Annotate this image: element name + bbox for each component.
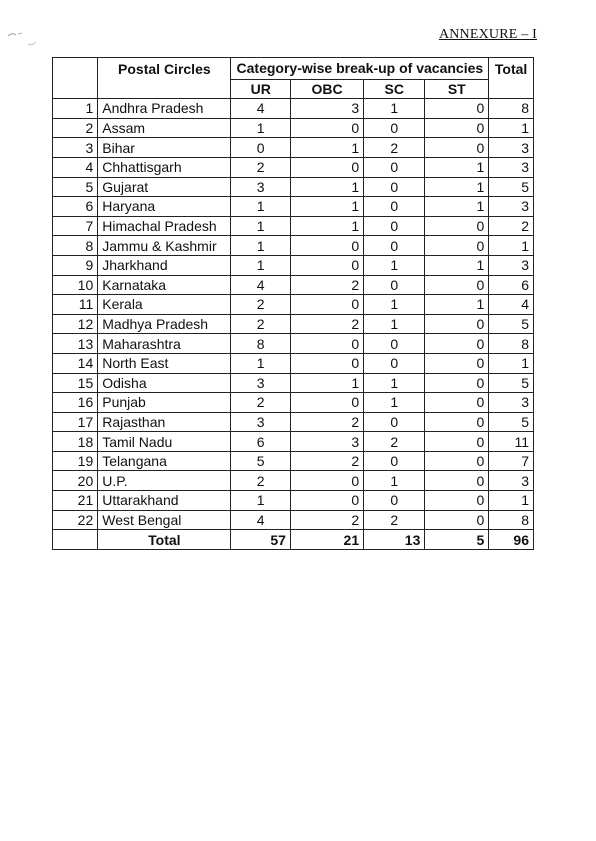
cell-obc: 3 xyxy=(290,432,363,452)
cell-st: 0 xyxy=(425,353,489,373)
cell-st: 1 xyxy=(425,157,489,177)
cell-serial-number: 18 xyxy=(53,432,98,452)
cell-sc: 2 xyxy=(364,510,425,530)
cell-sc: 1 xyxy=(364,471,425,491)
cell-total: 3 xyxy=(489,393,534,413)
header-ur: UR xyxy=(231,79,290,99)
cell-total: 6 xyxy=(489,275,534,295)
cell-sc: 0 xyxy=(364,334,425,354)
table-row xyxy=(53,334,534,354)
cell-sc: 0 xyxy=(364,353,425,373)
cell-sc: 0 xyxy=(364,412,425,432)
cell-obc: 0 xyxy=(290,393,363,413)
cell-total: 11 xyxy=(489,432,534,452)
cell-postal-circle: Himachal Pradesh xyxy=(98,216,231,236)
cell-total: 5 xyxy=(489,412,534,432)
cell-sc: 0 xyxy=(364,216,425,236)
cell-st: 0 xyxy=(425,275,489,295)
cell-st: 0 xyxy=(425,138,489,158)
cell-serial-number: 1 xyxy=(53,99,98,119)
cell-st: 0 xyxy=(425,314,489,334)
cell-postal-circle: Telangana xyxy=(98,451,231,471)
scan-smudge-mark xyxy=(6,30,40,48)
cell-serial-number: 21 xyxy=(53,491,98,511)
cell-st: 1 xyxy=(425,197,489,217)
table-row xyxy=(53,177,534,197)
table-row xyxy=(53,451,534,471)
annexure-heading: ANNEXURE – I xyxy=(438,27,537,42)
cell-postal-circle: North East xyxy=(98,353,231,373)
table-row xyxy=(53,118,534,138)
cell-ur: 1 xyxy=(231,197,290,217)
cell-postal-circle: Haryana xyxy=(98,197,231,217)
cell-sc: 2 xyxy=(364,138,425,158)
cell-postal-circle: Jharkhand xyxy=(98,255,231,275)
cell-ur: 6 xyxy=(231,432,290,452)
cell-obc: 0 xyxy=(290,118,363,138)
cell-postal-circle: Uttarakhand xyxy=(98,491,231,511)
cell-st: 0 xyxy=(425,99,489,119)
cell-obc: 1 xyxy=(290,197,363,217)
cell-st: 0 xyxy=(425,334,489,354)
cell-sc: 1 xyxy=(364,373,425,393)
table-row xyxy=(53,510,534,530)
cell-ur: 3 xyxy=(231,373,290,393)
cell-postal-circle: Madhya Pradesh xyxy=(98,314,231,334)
cell-ur: 1 xyxy=(231,353,290,373)
cell-obc: 0 xyxy=(290,334,363,354)
cell-obc: 2 xyxy=(290,314,363,334)
cell-total: 1 xyxy=(489,118,534,138)
table-row xyxy=(53,471,534,491)
cell-ur: 1 xyxy=(231,118,290,138)
cell-total: 3 xyxy=(489,471,534,491)
cell-obc: 2 xyxy=(290,451,363,471)
cell-st: 0 xyxy=(425,216,489,236)
header-serial-number xyxy=(53,58,98,99)
cell-total: 8 xyxy=(489,99,534,119)
cell-obc: 2 xyxy=(290,510,363,530)
cell-ur: 0 xyxy=(231,138,290,158)
cell-total: 3 xyxy=(489,197,534,217)
cell-sc: 1 xyxy=(364,99,425,119)
table-row xyxy=(53,412,534,432)
cell-st: 0 xyxy=(425,491,489,511)
total-st: 5 xyxy=(425,530,489,550)
cell-sc: 0 xyxy=(364,118,425,138)
cell-postal-circle: Andhra Pradesh xyxy=(98,99,231,119)
cell-sc: 0 xyxy=(364,491,425,511)
cell-serial-number: 17 xyxy=(53,412,98,432)
table-row xyxy=(53,216,534,236)
cell-st: 0 xyxy=(425,118,489,138)
cell-serial-number: 6 xyxy=(53,197,98,217)
cell-st: 0 xyxy=(425,510,489,530)
total-label: Total xyxy=(98,530,231,550)
cell-ur: 3 xyxy=(231,412,290,432)
table-row xyxy=(53,295,534,315)
cell-ur: 4 xyxy=(231,99,290,119)
table-row xyxy=(53,491,534,511)
table-row xyxy=(53,373,534,393)
cell-total: 2 xyxy=(489,216,534,236)
cell-ur: 4 xyxy=(231,275,290,295)
total-blank-cell xyxy=(53,530,98,550)
cell-sc: 0 xyxy=(364,197,425,217)
cell-postal-circle: U.P. xyxy=(98,471,231,491)
cell-sc: 2 xyxy=(364,432,425,452)
table-row xyxy=(53,157,534,177)
cell-postal-circle: Assam xyxy=(98,118,231,138)
total-grand: 96 xyxy=(489,530,534,550)
cell-serial-number: 15 xyxy=(53,373,98,393)
cell-st: 1 xyxy=(425,295,489,315)
cell-serial-number: 19 xyxy=(53,451,98,471)
cell-st: 0 xyxy=(425,451,489,471)
cell-st: 0 xyxy=(425,471,489,491)
header-category-breakup: Category-wise break-up of vacancies xyxy=(231,58,489,80)
cell-postal-circle: Chhattisgarh xyxy=(98,157,231,177)
table-row xyxy=(53,393,534,413)
total-obc: 21 xyxy=(290,530,363,550)
cell-total: 5 xyxy=(489,177,534,197)
cell-obc: 1 xyxy=(290,177,363,197)
cell-serial-number: 20 xyxy=(53,471,98,491)
cell-serial-number: 22 xyxy=(53,510,98,530)
cell-obc: 1 xyxy=(290,138,363,158)
table-body xyxy=(53,99,534,530)
cell-serial-number: 16 xyxy=(53,393,98,413)
cell-serial-number: 9 xyxy=(53,255,98,275)
table-row xyxy=(53,314,534,334)
cell-total: 8 xyxy=(489,334,534,354)
cell-st: 1 xyxy=(425,255,489,275)
header-total: Total xyxy=(489,58,534,99)
total-sc: 13 xyxy=(364,530,425,550)
cell-sc: 1 xyxy=(364,295,425,315)
total-ur: 57 xyxy=(231,530,290,550)
cell-postal-circle: Rajasthan xyxy=(98,412,231,432)
cell-serial-number: 13 xyxy=(53,334,98,354)
cell-serial-number: 14 xyxy=(53,353,98,373)
cell-st: 0 xyxy=(425,236,489,256)
cell-ur: 4 xyxy=(231,510,290,530)
vacancy-table xyxy=(52,57,534,550)
cell-total: 1 xyxy=(489,236,534,256)
cell-serial-number: 10 xyxy=(53,275,98,295)
cell-ur: 3 xyxy=(231,177,290,197)
cell-postal-circle: Karnataka xyxy=(98,275,231,295)
cell-postal-circle: Kerala xyxy=(98,295,231,315)
cell-st: 1 xyxy=(425,177,489,197)
cell-obc: 1 xyxy=(290,216,363,236)
cell-obc: 0 xyxy=(290,157,363,177)
cell-total: 5 xyxy=(489,373,534,393)
cell-total: 5 xyxy=(489,314,534,334)
table-header-row xyxy=(53,58,534,80)
cell-sc: 1 xyxy=(364,314,425,334)
cell-sc: 1 xyxy=(364,393,425,413)
cell-obc: 0 xyxy=(290,295,363,315)
table-row xyxy=(53,138,534,158)
cell-total: 1 xyxy=(489,491,534,511)
cell-obc: 0 xyxy=(290,471,363,491)
cell-total: 7 xyxy=(489,451,534,471)
cell-ur: 2 xyxy=(231,157,290,177)
cell-serial-number: 5 xyxy=(53,177,98,197)
cell-serial-number: 12 xyxy=(53,314,98,334)
cell-sc: 0 xyxy=(364,177,425,197)
cell-st: 0 xyxy=(425,432,489,452)
cell-total: 3 xyxy=(489,255,534,275)
cell-serial-number: 11 xyxy=(53,295,98,315)
header-sc: SC xyxy=(364,79,425,99)
header-st: ST xyxy=(425,79,489,99)
cell-total: 3 xyxy=(489,157,534,177)
cell-obc: 0 xyxy=(290,236,363,256)
cell-postal-circle: West Bengal xyxy=(98,510,231,530)
header-obc: OBC xyxy=(290,79,363,99)
cell-total: 3 xyxy=(489,138,534,158)
cell-serial-number: 3 xyxy=(53,138,98,158)
cell-ur: 2 xyxy=(231,471,290,491)
cell-total: 8 xyxy=(489,510,534,530)
cell-serial-number: 7 xyxy=(53,216,98,236)
cell-total: 4 xyxy=(489,295,534,315)
cell-ur: 2 xyxy=(231,314,290,334)
table-row xyxy=(53,99,534,119)
cell-st: 0 xyxy=(425,373,489,393)
cell-sc: 0 xyxy=(364,157,425,177)
cell-postal-circle: Bihar xyxy=(98,138,231,158)
header-postal-circles: Postal Circles xyxy=(98,58,231,99)
cell-ur: 2 xyxy=(231,393,290,413)
cell-postal-circle: Jammu & Kashmir xyxy=(98,236,231,256)
cell-obc: 0 xyxy=(290,255,363,275)
cell-obc: 3 xyxy=(290,99,363,119)
cell-sc: 0 xyxy=(364,451,425,471)
cell-obc: 0 xyxy=(290,353,363,373)
cell-postal-circle: Maharashtra xyxy=(98,334,231,354)
cell-serial-number: 4 xyxy=(53,157,98,177)
cell-postal-circle: Gujarat xyxy=(98,177,231,197)
cell-obc: 2 xyxy=(290,412,363,432)
cell-ur: 1 xyxy=(231,491,290,511)
table-total-row xyxy=(53,530,534,550)
cell-ur: 5 xyxy=(231,451,290,471)
cell-ur: 1 xyxy=(231,236,290,256)
cell-postal-circle: Punjab xyxy=(98,393,231,413)
cell-obc: 0 xyxy=(290,491,363,511)
table-row xyxy=(53,432,534,452)
cell-ur: 2 xyxy=(231,295,290,315)
cell-sc: 1 xyxy=(364,255,425,275)
cell-postal-circle: Tamil Nadu xyxy=(98,432,231,452)
cell-serial-number: 8 xyxy=(53,236,98,256)
cell-serial-number: 2 xyxy=(53,118,98,138)
cell-st: 0 xyxy=(425,412,489,432)
table-row xyxy=(53,275,534,295)
cell-postal-circle: Odisha xyxy=(98,373,231,393)
table-row xyxy=(53,236,534,256)
table-row xyxy=(53,255,534,275)
cell-st: 0 xyxy=(425,393,489,413)
cell-ur: 1 xyxy=(231,255,290,275)
table-row xyxy=(53,353,534,373)
cell-ur: 8 xyxy=(231,334,290,354)
cell-sc: 0 xyxy=(364,236,425,256)
cell-obc: 2 xyxy=(290,275,363,295)
cell-ur: 1 xyxy=(231,216,290,236)
cell-total: 1 xyxy=(489,353,534,373)
cell-obc: 1 xyxy=(290,373,363,393)
cell-sc: 0 xyxy=(364,275,425,295)
table-row xyxy=(53,197,534,217)
